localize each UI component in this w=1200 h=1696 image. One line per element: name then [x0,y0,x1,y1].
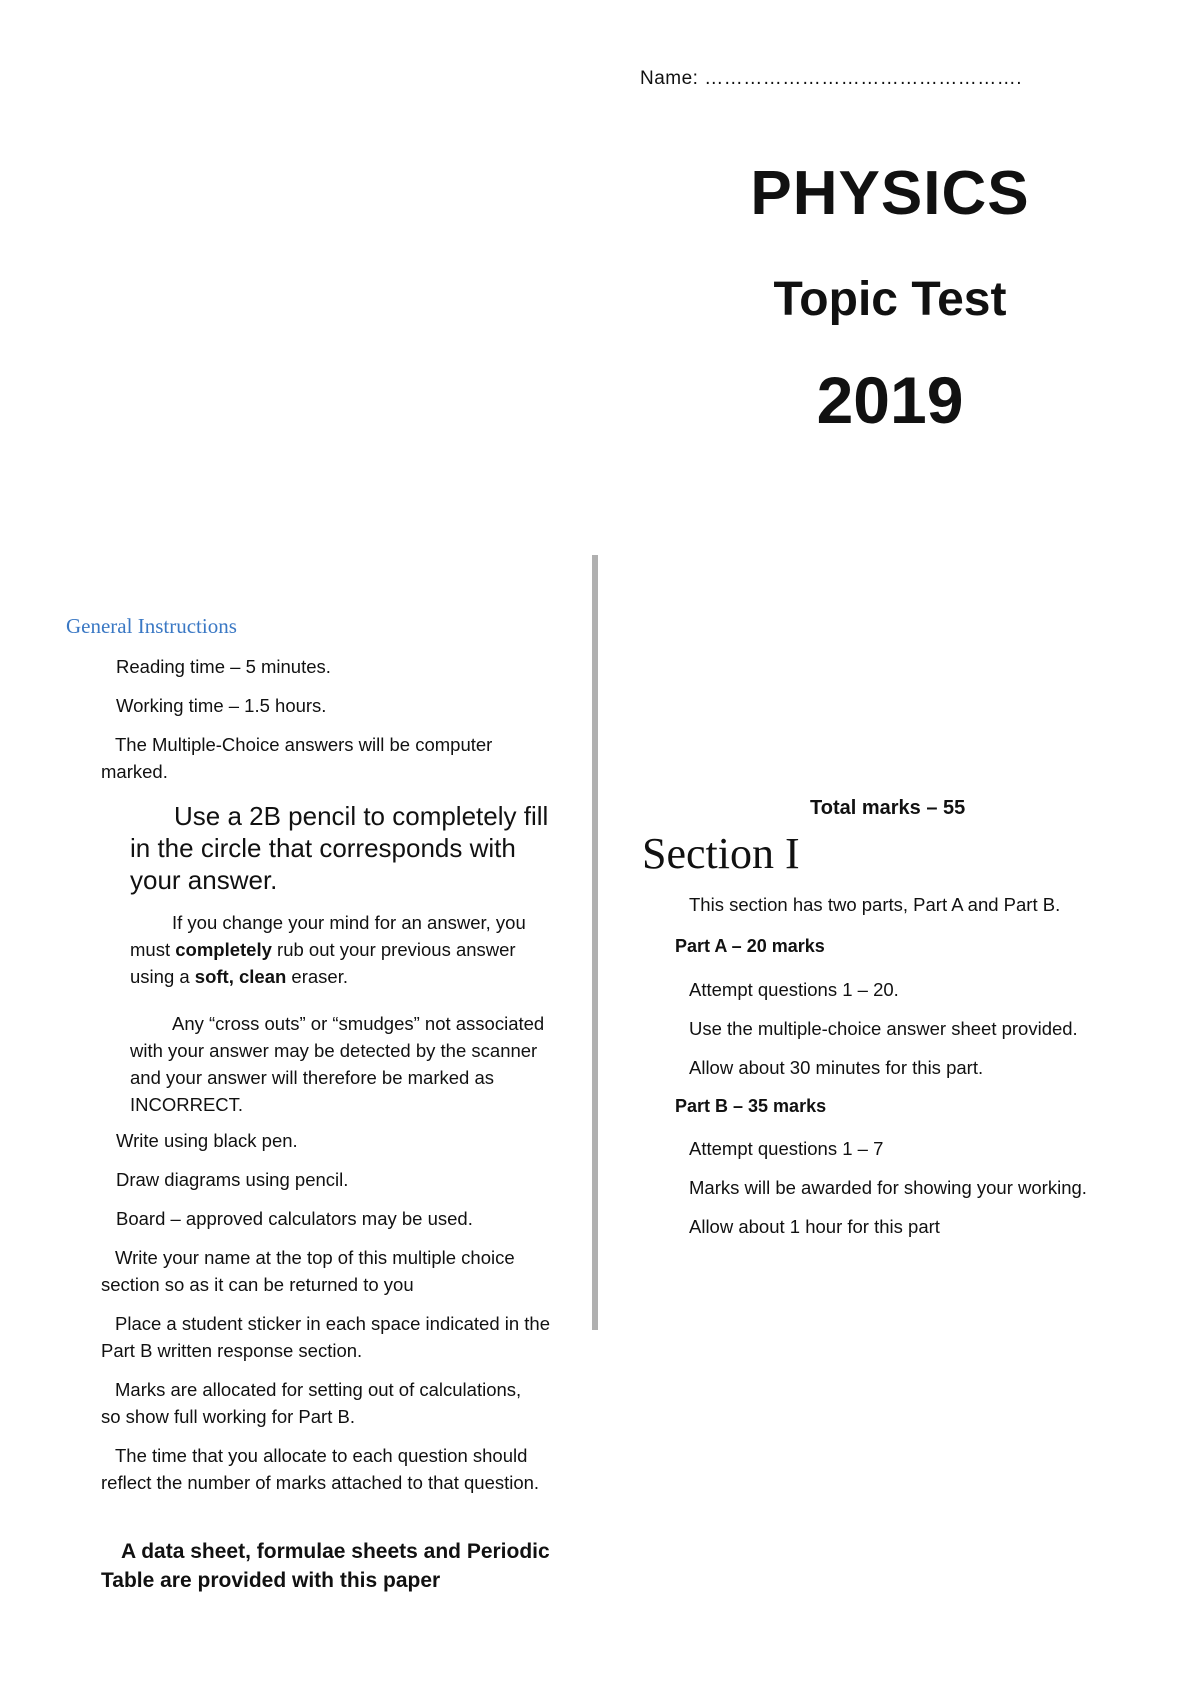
working-time: Working time – 1.5 hours. [116,695,327,716]
test-type-title: Topic Test [773,273,1007,326]
part-a-line: Allow about 30 minutes for this part. [689,1057,984,1078]
total-marks: Total marks – 55 [810,797,966,819]
part-a-line: Attempt questions 1 – 20. [689,979,899,1000]
part-a-line: Use the multiple-choice answer sheet provided. [689,1018,1078,1039]
part-b-line: Marks will be awarded for showing your working. [689,1177,1087,1198]
pencil-instruction: Use a 2B pencil to completely fill in the circle that corresponds with your answer. [130,801,549,895]
section-title: Section I [642,829,800,878]
time-allocation: The time that you allocate to each question should reflect the number of marks attached to that question. [101,1445,540,1493]
part-b-line: Attempt questions 1 – 7 [689,1138,884,1159]
data-sheet-note: A data sheet, formulae sheets and Periodic Table are provided with this paper [101,1540,550,1592]
name-field-label: Name: …………………………………………. [640,68,1023,89]
reading-time: Reading time – 5 minutes. [116,656,331,677]
change-mind-instruction: If you change your mind for an answer, you must completely rub out your previous answer using a soft, clean eraser. [130,912,526,987]
mc-marked: The Multiple-Choice answers will be computer marked. [101,734,493,782]
diagrams-pencil: Draw diagrams using pencil. [116,1169,349,1190]
year-title: 2019 [816,363,964,437]
marks-allocation: Marks are allocated for setting out of calculations, so show full working for Part B. [101,1379,522,1427]
section-intro: This section has two parts, Part A and Part B. [689,894,1061,915]
write-name-instruction: Write your name at the top of this multiple choice section so as it can be returned to you [101,1247,515,1295]
black-pen: Write using black pen. [116,1130,298,1151]
cross-outs-instruction: Any “cross outs” or “smudges” not associated with your answer may be detected by the scanner and your answer will therefore be marked as INCORRECT. [130,1013,545,1115]
calculators: Board – approved calculators may be used. [116,1208,473,1229]
part-a-heading: Part A – 20 marks [675,936,825,956]
sticker-instruction: Place a student sticker in each space indicated in the Part B written response section. [101,1313,551,1361]
subject-title: PHYSICS [750,159,1030,228]
part-b-line: Allow about 1 hour for this part [689,1216,940,1237]
general-instructions-heading: General Instructions [66,614,237,638]
part-b-heading: Part B – 35 marks [675,1096,827,1116]
